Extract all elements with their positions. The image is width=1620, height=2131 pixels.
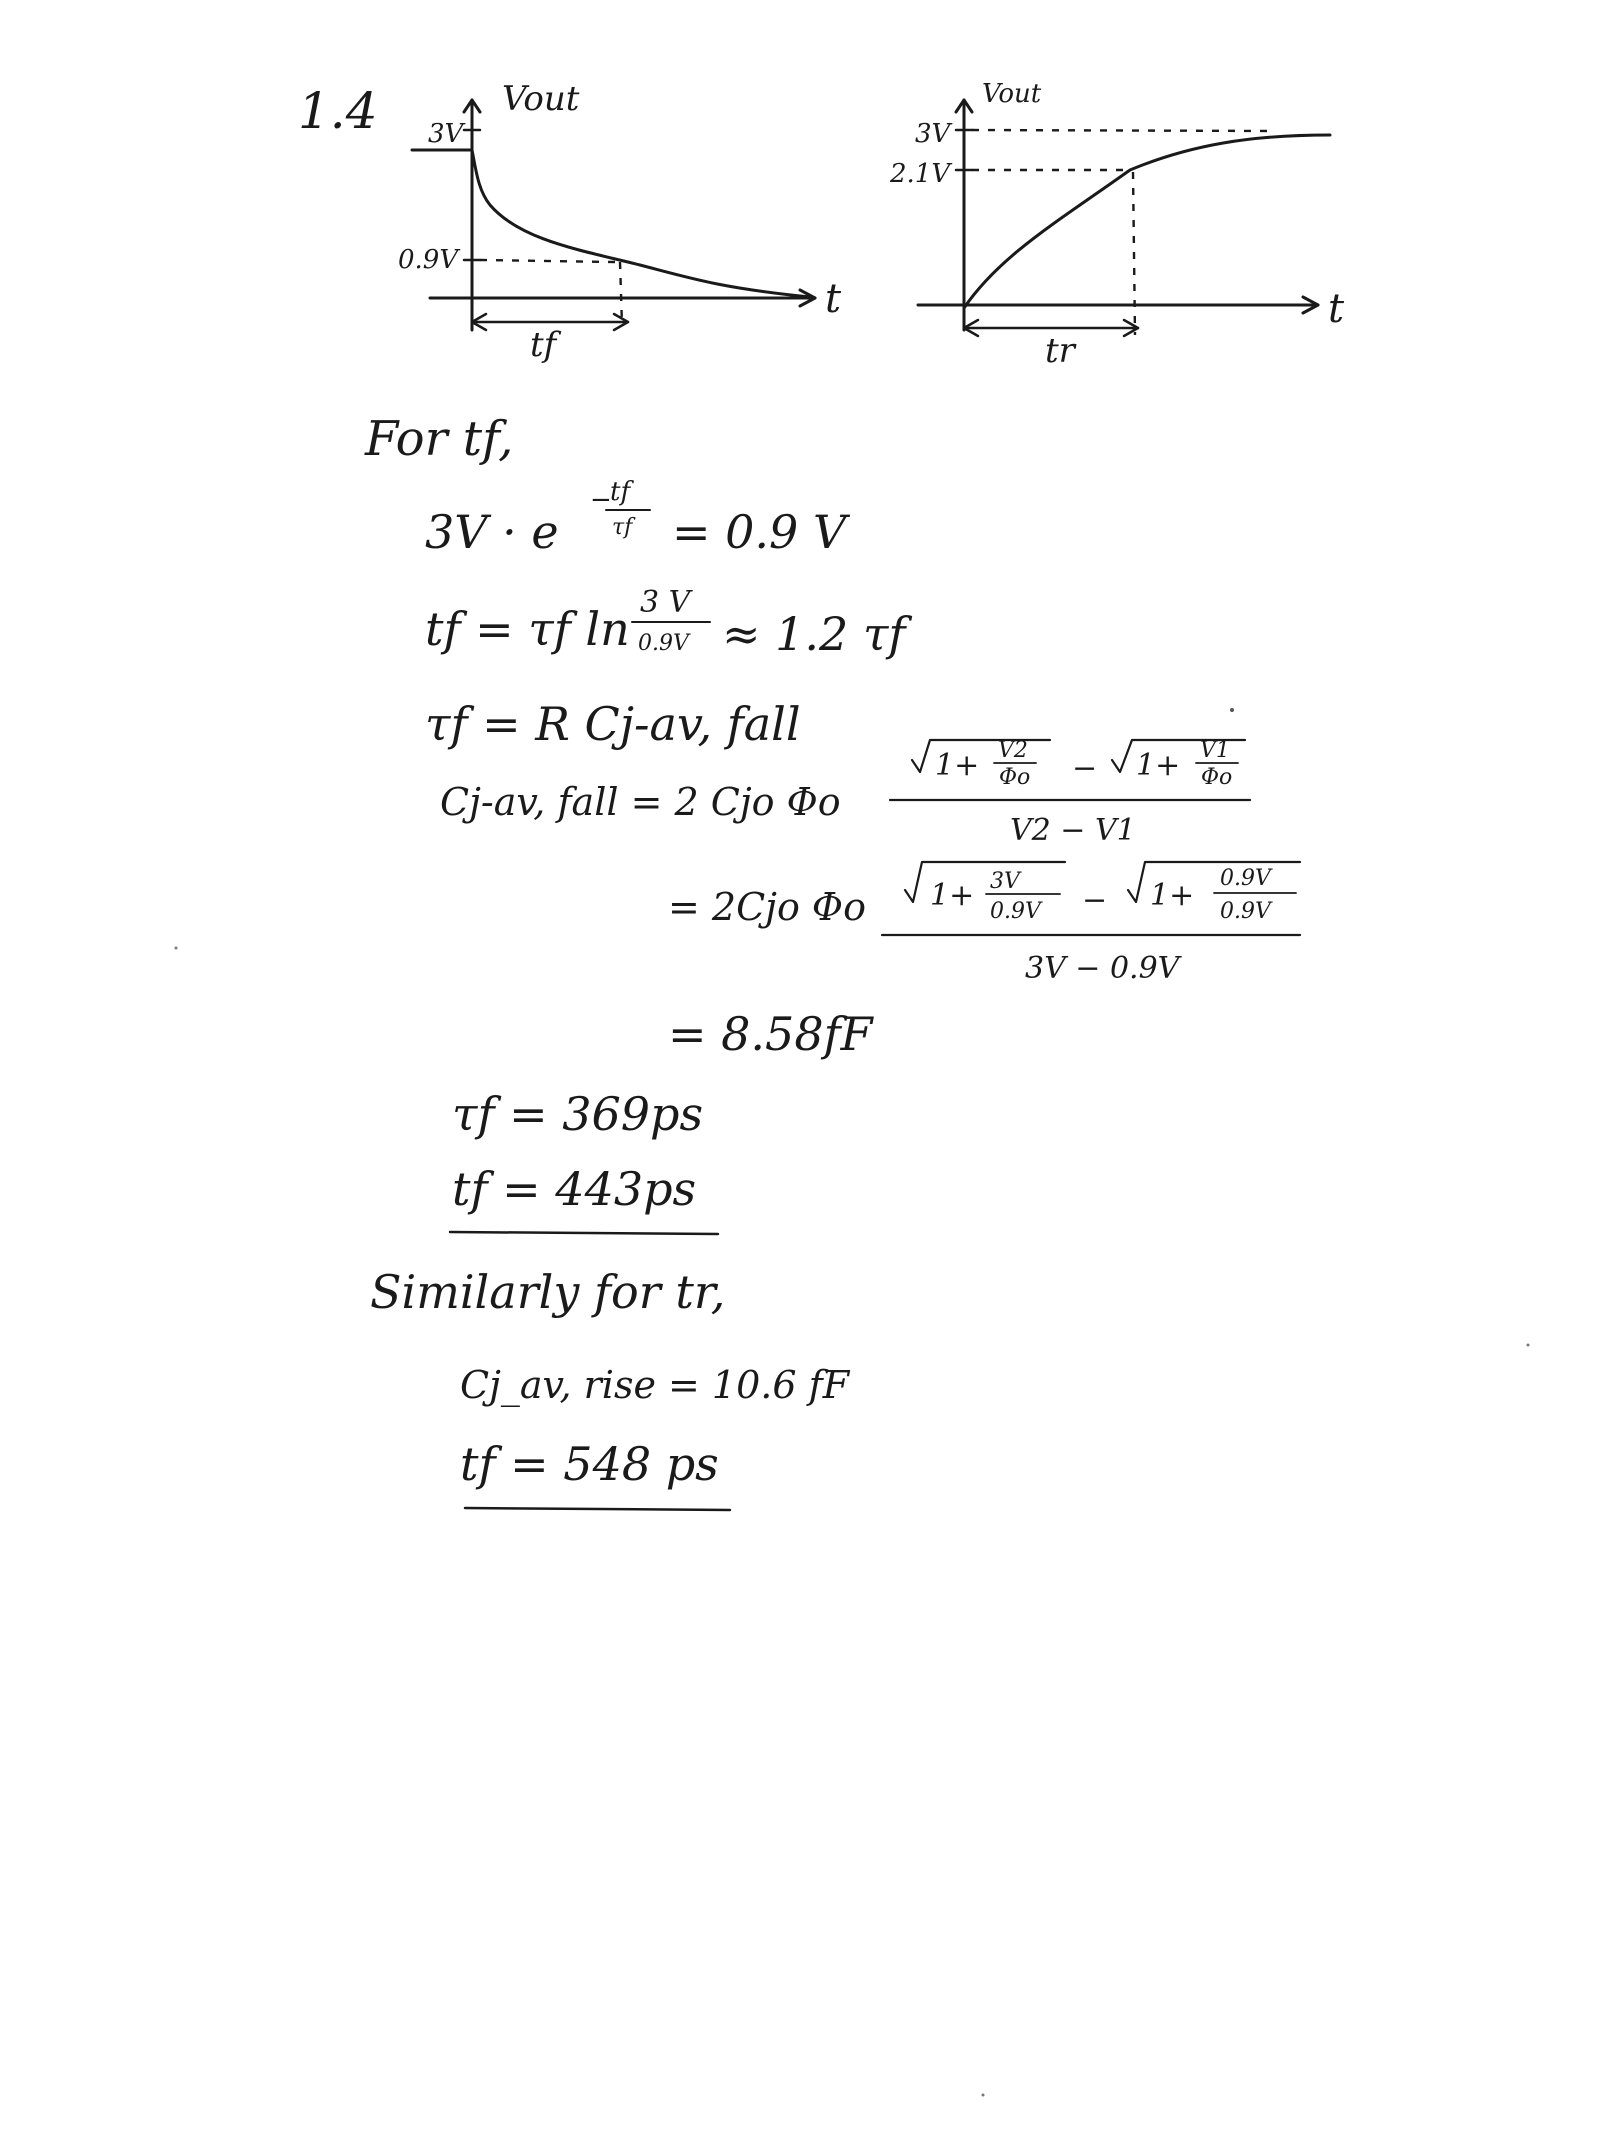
fall-eq-tf-solution: [425, 585, 912, 661]
fall-eq5-num-right-frac-num: 0.9V: [1220, 866, 1271, 891]
scan-speck: [982, 2094, 985, 2097]
fall-result-underline: [450, 1232, 718, 1234]
rise-graph-y-label: Vout: [982, 79, 1042, 109]
rise-section-heading: Similarly for tr,: [370, 1265, 726, 1319]
fall-eq4-lhs: Cj-av, fall = 2 Cjo Φo: [440, 780, 841, 824]
fall-eq5-num-left-frac-num: 3V: [990, 869, 1020, 894]
rise-graph-3v-guide: [972, 130, 1270, 131]
rise-graph-tr-end-guide: [1133, 172, 1135, 335]
fall-eq-tau-definition: τf = R Cj-av, fall: [425, 697, 801, 751]
fall-eq1-exp-num: tf: [610, 477, 631, 507]
rise-result-underline: [465, 1508, 730, 1510]
fall-eq5-num-minus: −: [1082, 883, 1108, 918]
fall-eq1-lhs: 3V · e: [425, 505, 559, 559]
rise-graph-tr-label: tr: [1045, 331, 1075, 371]
fall-result-tf: tf = 443ps: [452, 1162, 697, 1216]
fall-graph-tf-label: tf: [530, 325, 557, 365]
fall-eq1-rhs: = 0.9 V: [672, 505, 847, 559]
fall-eq5-num-right-inner: 1+: [1150, 878, 1195, 913]
fall-eq4-num-left-inner: 1+: [935, 748, 980, 783]
fall-eq-exponential: [425, 477, 851, 559]
scan-speck: [1230, 708, 1234, 712]
fall-eq5-sqrt-left: [905, 862, 1065, 902]
fall-section-heading: For tf,: [365, 411, 514, 467]
rise-graph-3v-label: 3V: [915, 119, 951, 149]
fall-graph-x-label: t: [825, 276, 842, 322]
fall-graph-tf-end-guide: [620, 262, 622, 325]
fall-graph-y-label: Vout: [502, 79, 580, 119]
rise-time-graph: [889, 79, 1345, 371]
rise-result-t: tf = 548 ps: [460, 1437, 719, 1491]
fall-graph-0.9v-guide: [480, 260, 615, 262]
rise-waveform: [964, 135, 1330, 308]
problem-number: 1.4: [298, 82, 378, 140]
fall-graph-0.9v-label: 0.9V: [398, 245, 459, 275]
fall-eq5-num-right-frac-den: 0.9V: [1220, 899, 1271, 924]
fall-eq1-exp-sign: −: [590, 485, 612, 515]
fall-result-tau: τf = 369ps: [452, 1087, 704, 1141]
fall-eq-cj-substituted: [668, 862, 1300, 986]
fall-eq-cj-formula: [440, 738, 1250, 848]
fall-eq2-rhs: ≈ 1.2 τf: [722, 607, 906, 661]
scan-speck: [1527, 1344, 1530, 1347]
fall-eq2-lhs: tf = τf ln: [425, 602, 630, 656]
rise-graph-2.1v-label: 2.1V: [890, 159, 951, 189]
fall-eq2-frac-den: 0.9V: [638, 631, 689, 656]
fall-eq4-num-right-inner: 1+: [1136, 748, 1181, 783]
fall-graph-3v-label: 3V: [428, 119, 464, 149]
fall-eq1-exp-den: τf: [612, 515, 633, 540]
fall-eq4-num-left-frac-num: V2: [998, 738, 1028, 763]
fall-eq4-num-right-frac-den: Φo: [1201, 765, 1233, 790]
fall-eq5-den: 3V − 0.9V: [1025, 951, 1180, 986]
fall-eq5-lhs: = 2Cjo Φo: [668, 885, 866, 929]
fall-eq4-num-minus: −: [1072, 751, 1098, 786]
fall-eq4-num-left-frac-den: Φo: [999, 765, 1031, 790]
rise-graph-x-label: t: [1328, 286, 1345, 332]
rise-eq-cj-value: Cj_av, rise = 10.6 fF: [460, 1363, 850, 1407]
fall-eq2-frac-num: 3 V: [640, 585, 691, 620]
fall-eq5-num-left-inner: 1+: [930, 878, 975, 913]
fall-eq-cj-value: = 8.58fF: [668, 1007, 873, 1061]
fall-eq5-num-left-frac-den: 0.9V: [990, 899, 1041, 924]
fall-eq4-num-right-frac-num: V1: [1200, 738, 1230, 763]
fall-time-graph: [398, 79, 842, 365]
fall-eq4-den: V2 − V1: [1010, 813, 1136, 848]
scan-speck: [175, 947, 178, 950]
